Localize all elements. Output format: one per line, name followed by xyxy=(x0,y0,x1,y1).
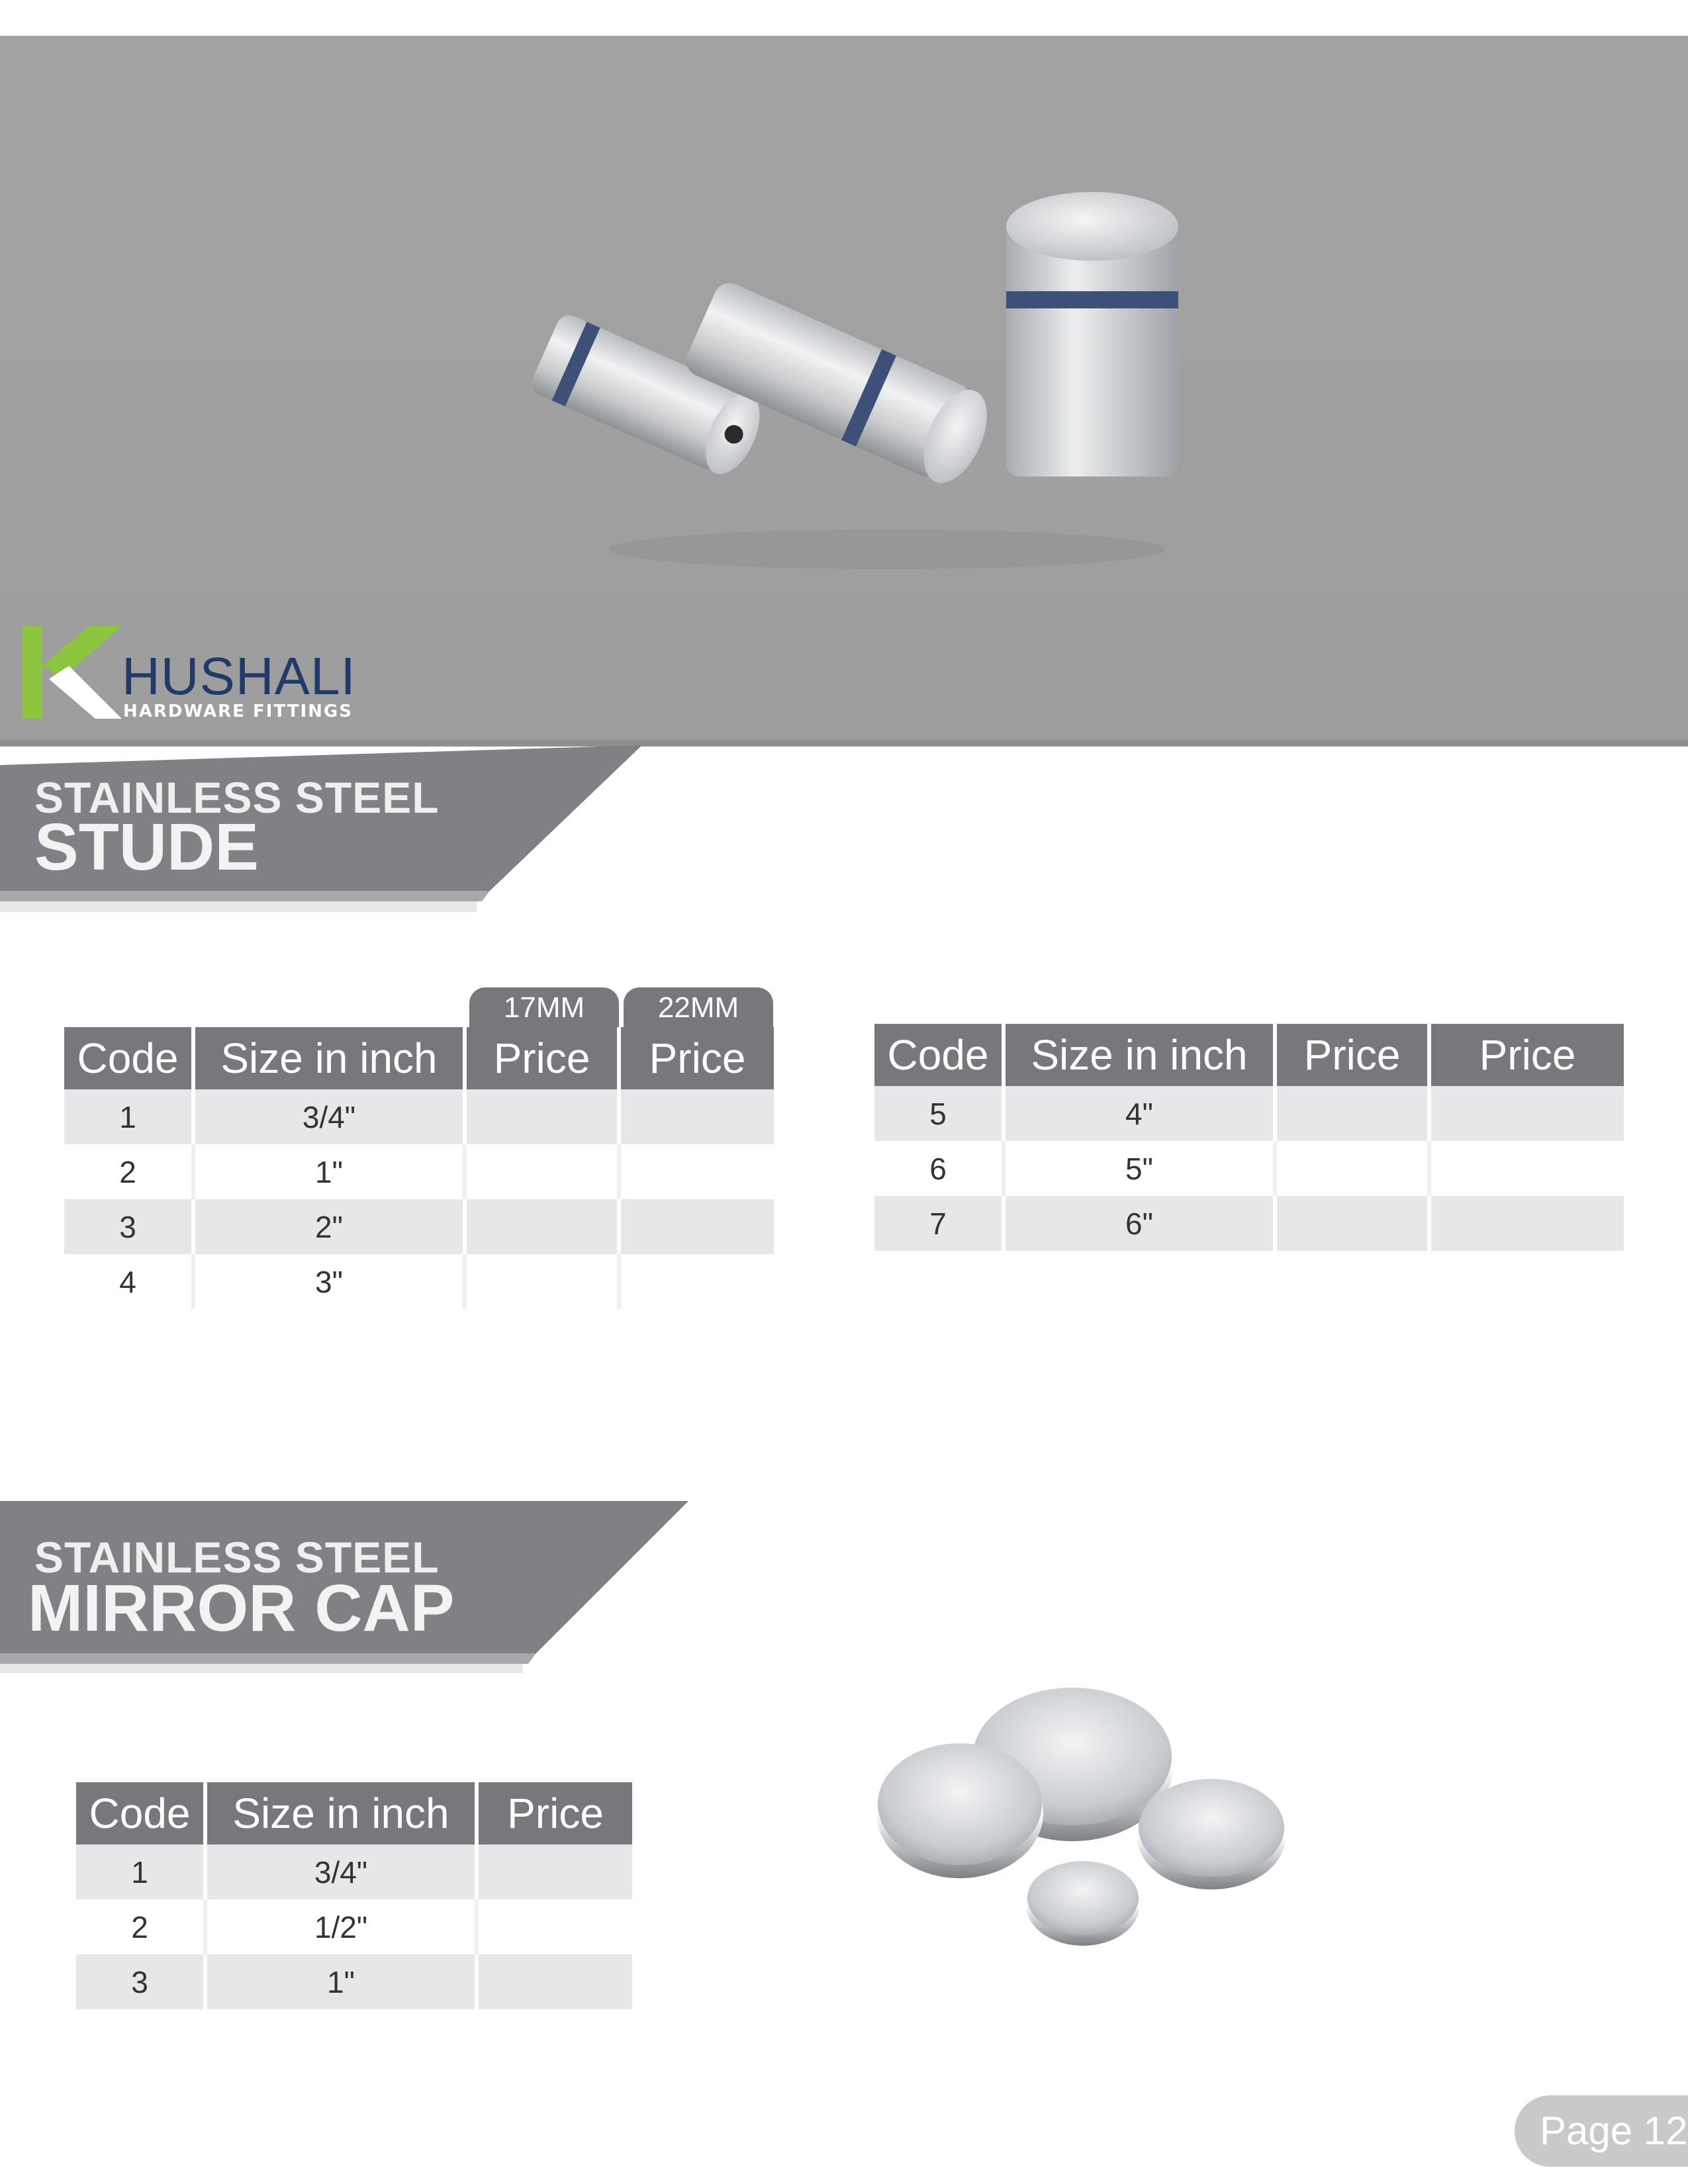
col-header-price-17mm: Price xyxy=(465,1027,619,1089)
cell-size: 6" xyxy=(1004,1196,1275,1251)
cell-size: 3" xyxy=(193,1254,465,1309)
cell-price xyxy=(465,1089,619,1144)
cell-price xyxy=(619,1254,774,1309)
cell-price xyxy=(619,1089,774,1144)
cell-size: 3/4" xyxy=(205,1844,477,1899)
stude-section-banner xyxy=(0,745,649,917)
col-header-price: Price xyxy=(1429,1024,1624,1086)
col-header-price: Price xyxy=(477,1782,632,1844)
cell-size: 1/2" xyxy=(205,1899,477,1954)
cell-code: 2 xyxy=(76,1899,205,1954)
col-header-size: Size in inch xyxy=(193,1027,465,1089)
mirror-cap-category-label: STAINLESS STEEL xyxy=(34,1533,440,1582)
cell-price xyxy=(1429,1141,1624,1196)
table-header-row xyxy=(64,1027,774,1089)
col-header-price-22mm: Price xyxy=(619,1027,774,1089)
cell-code: 3 xyxy=(64,1199,193,1254)
brand-tagline: HARDWARE FITTINGS xyxy=(123,702,353,721)
cell-size: 3/4" xyxy=(193,1089,465,1144)
tab-17mm: 17MM xyxy=(469,987,619,1027)
table-row xyxy=(64,1199,774,1254)
cell-price xyxy=(1429,1196,1624,1251)
stude-price-table-right xyxy=(874,1024,1624,1251)
brand-name: HUSHALI xyxy=(122,647,356,705)
mirror-cap-title: MIRROR CAP xyxy=(28,1571,455,1645)
cell-price xyxy=(465,1254,619,1309)
cell-price xyxy=(1275,1196,1429,1251)
cell-size: 2" xyxy=(193,1199,465,1254)
cell-size: 1" xyxy=(205,1954,477,2009)
stude-title: STUDE xyxy=(34,810,259,884)
page-number-badge: Page 12 xyxy=(1515,2095,1688,2167)
cell-price xyxy=(1275,1141,1429,1196)
cell-price xyxy=(477,1844,632,1899)
cell-price xyxy=(619,1144,774,1199)
mirror-cap-product-image xyxy=(861,1674,1364,1959)
cell-code: 1 xyxy=(76,1844,205,1899)
col-header-size: Size in inch xyxy=(1004,1024,1275,1086)
cell-size: 1" xyxy=(193,1144,465,1199)
cell-code: 2 xyxy=(64,1144,193,1199)
tab-22mm: 22MM xyxy=(624,987,773,1027)
table-row xyxy=(76,1954,632,2009)
cell-size: 5" xyxy=(1004,1141,1275,1196)
table-header-row xyxy=(874,1024,1624,1086)
cell-price xyxy=(465,1144,619,1199)
col-header-price: Price xyxy=(1275,1024,1429,1086)
table-row xyxy=(76,1899,632,1954)
mirror-cap-section-banner xyxy=(0,1501,702,1680)
stude-price-table-left xyxy=(64,1027,774,1309)
cell-code: 3 xyxy=(76,1954,205,2009)
mirror-cap-price-table xyxy=(76,1782,632,2009)
table-row xyxy=(64,1254,774,1309)
cell-size: 4" xyxy=(1004,1086,1275,1141)
table-row xyxy=(64,1089,774,1144)
cell-price xyxy=(465,1199,619,1254)
cell-price xyxy=(1275,1086,1429,1141)
cell-price xyxy=(477,1899,632,1954)
table-row xyxy=(874,1196,1624,1251)
cell-price xyxy=(1429,1086,1624,1141)
table-row xyxy=(76,1844,632,1899)
table-row xyxy=(874,1141,1624,1196)
cell-code: 1 xyxy=(64,1089,193,1144)
cell-price xyxy=(477,1954,632,2009)
table-row xyxy=(874,1086,1624,1141)
table-row xyxy=(64,1144,774,1199)
col-header-code: Code xyxy=(76,1782,205,1844)
cell-code: 5 xyxy=(874,1086,1004,1141)
brand-logo xyxy=(23,626,367,725)
cell-code: 4 xyxy=(64,1254,193,1309)
stude-category-label: STAINLESS STEEL xyxy=(34,773,440,822)
col-header-code: Code xyxy=(64,1027,193,1089)
cell-price xyxy=(619,1199,774,1254)
brand-k-mark-icon xyxy=(23,626,122,725)
cell-code: 6 xyxy=(874,1141,1004,1196)
stud-product-image xyxy=(516,179,1231,576)
col-header-size: Size in inch xyxy=(205,1782,477,1844)
col-header-code: Code xyxy=(874,1024,1004,1086)
cell-code: 7 xyxy=(874,1196,1004,1251)
table-header-row xyxy=(76,1782,632,1844)
